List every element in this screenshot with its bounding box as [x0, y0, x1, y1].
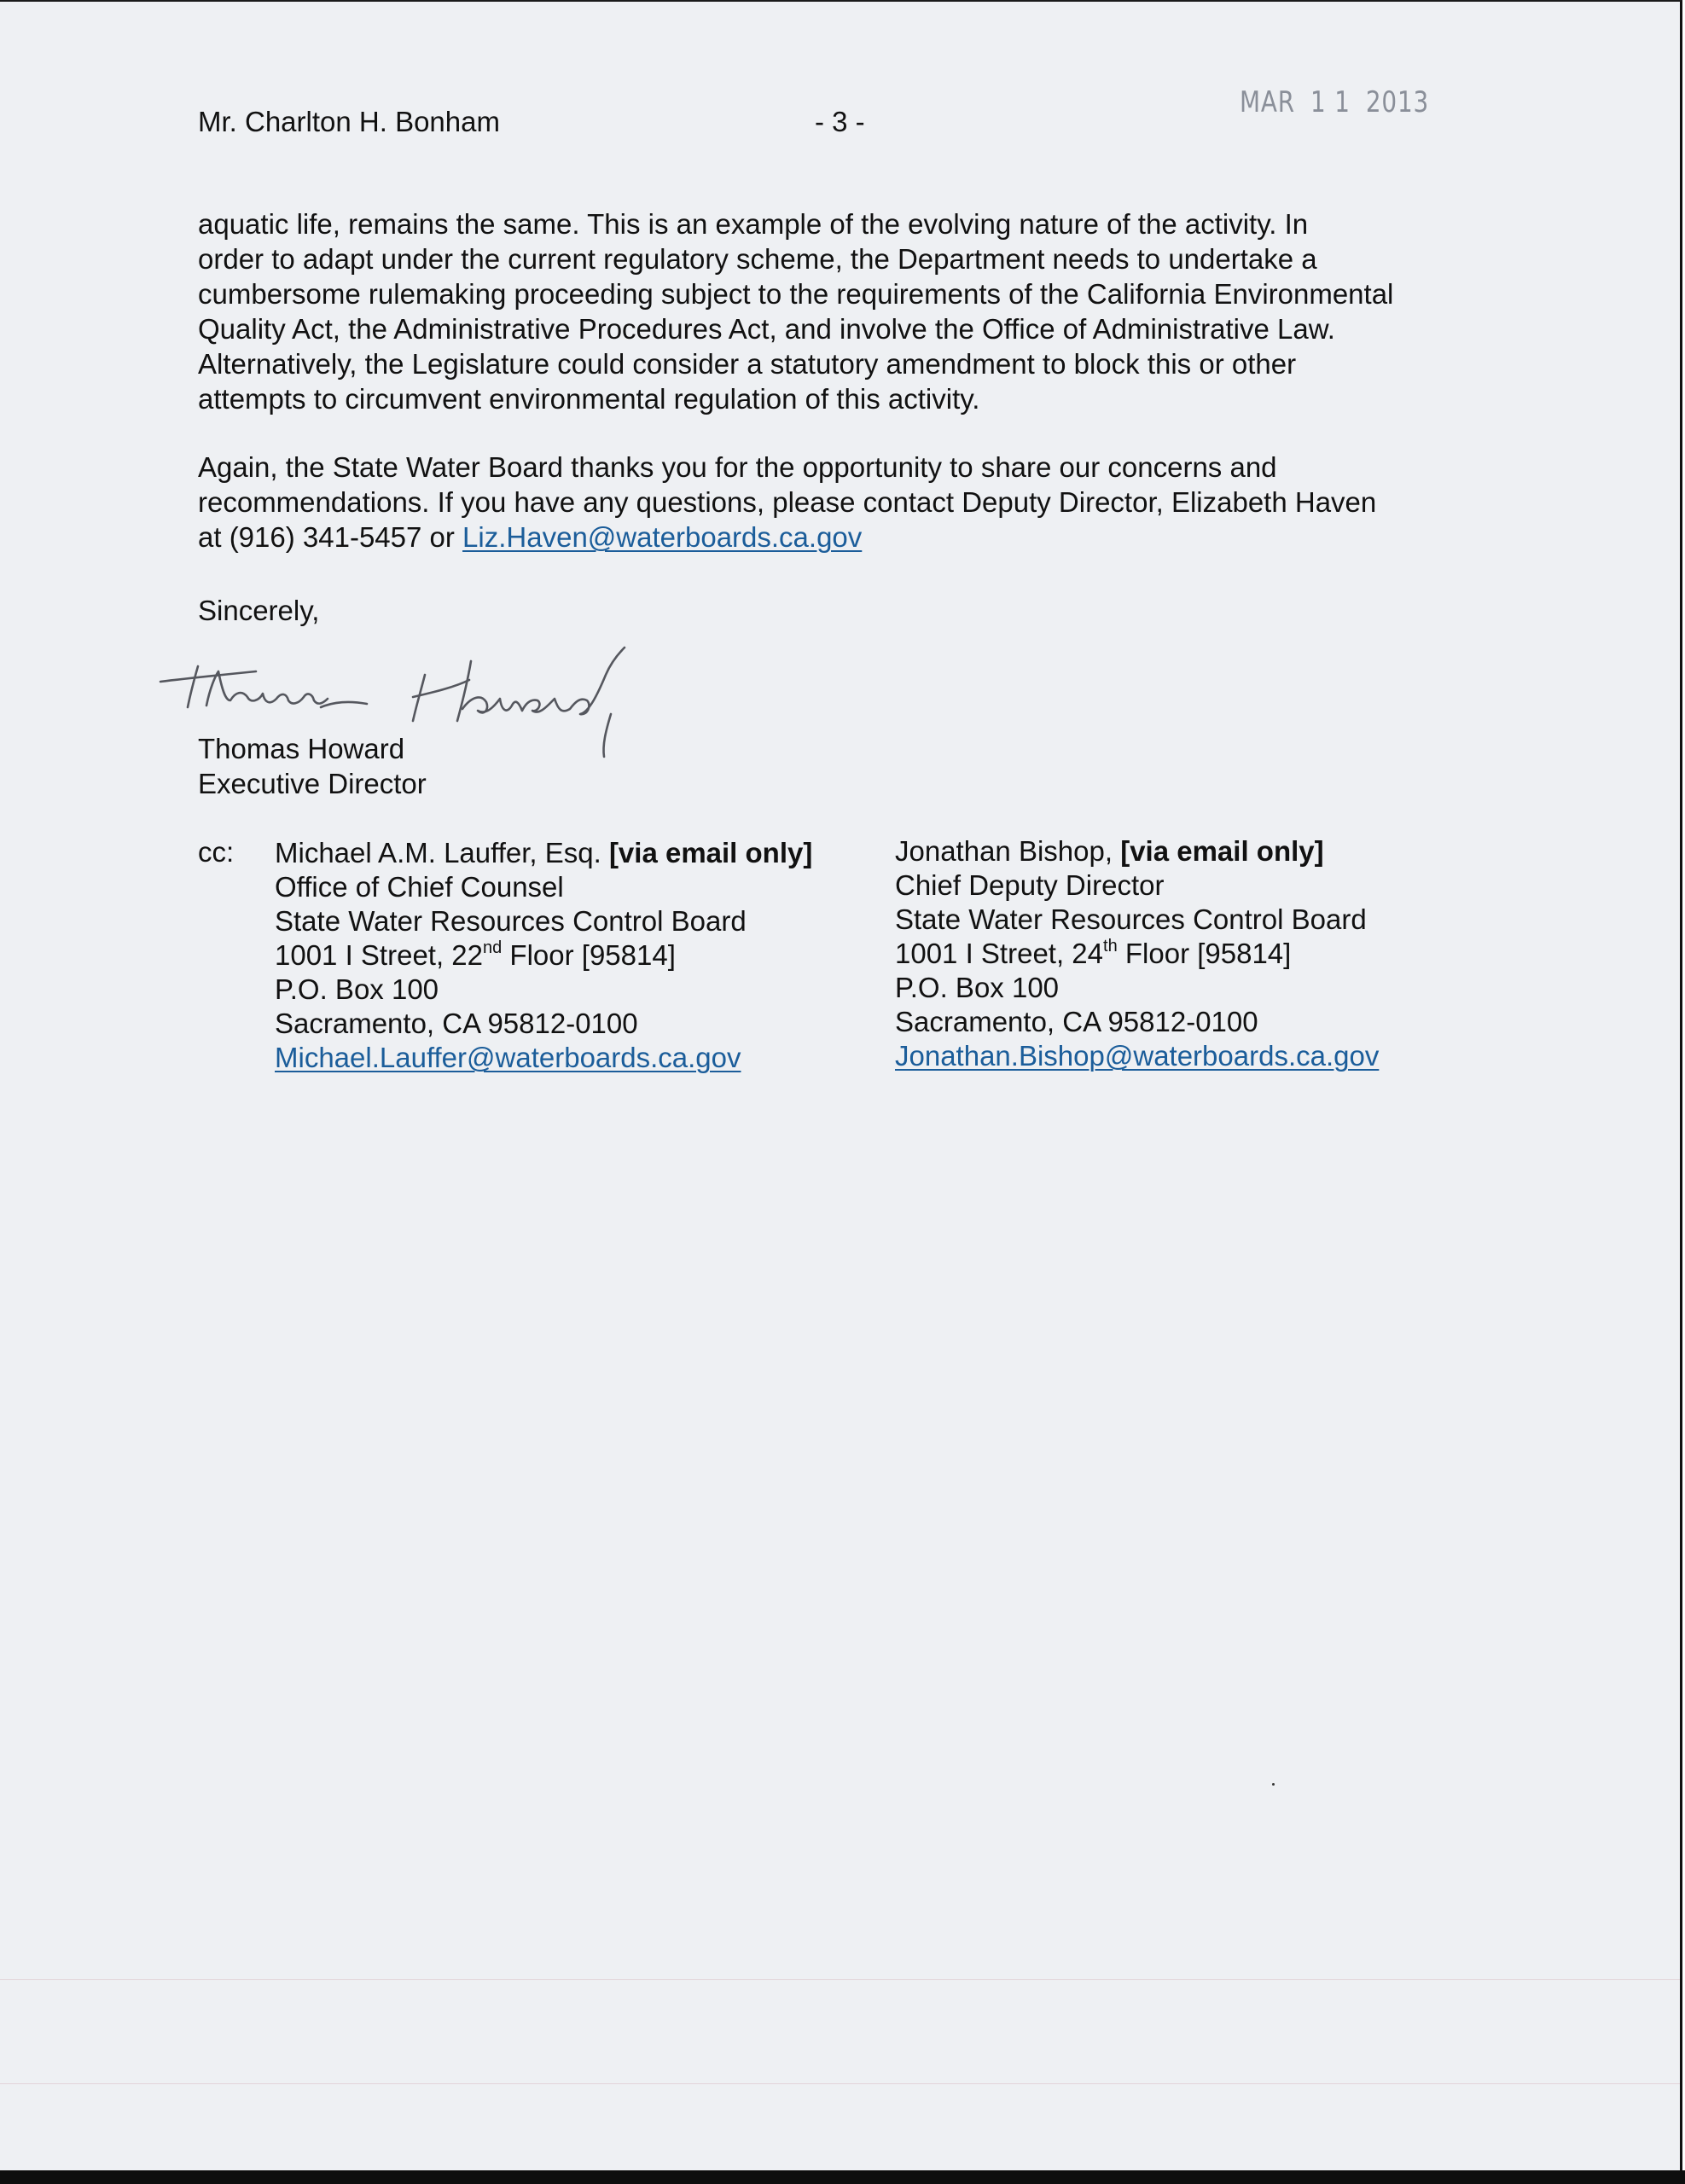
faint-rule [0, 1979, 1682, 1980]
cc-note: [via email only] [608, 837, 813, 868]
cc-note: [via email only] [1120, 835, 1324, 867]
received-date-stamp [1240, 85, 1429, 119]
cc-office: Chief Deputy Director [895, 869, 1165, 901]
signer-name: Thomas Howard [198, 733, 405, 764]
cc-po-box: P.O. Box 100 [895, 972, 1060, 1003]
cc-street-prefix: 1001 I Street, 22 [275, 939, 484, 971]
scan-bottom-edge [0, 2170, 1685, 2184]
paragraph-line: order to adapt under the current regulatory scheme, the Department needs to undertake a [198, 243, 1317, 275]
cc-city: Sacramento, CA 95812-0100 [275, 1008, 638, 1039]
paragraph-line: attempts to circumvent environmental regulation of this activity. [198, 383, 980, 415]
header-recipient: Mr. Charlton H. Bonham [198, 106, 500, 137]
body-paragraph-1 [198, 206, 1529, 416]
cc-name: Michael A.M. Lauffer, Esq. [275, 837, 609, 868]
faint-rule [0, 2083, 1682, 2084]
cc-label: cc: [198, 836, 235, 868]
body-paragraph-2 [198, 450, 1529, 555]
cc-street [275, 938, 812, 973]
cc-name-line [895, 834, 1379, 868]
cc-street-prefix: 1001 I Street, 24 [895, 938, 1104, 969]
cc-org: State Water Resources Control Board [895, 903, 1367, 935]
cc-street-ordinal: th [1103, 937, 1118, 956]
cc-name-line [275, 836, 812, 870]
paragraph-line: Alternatively, the Legislature could consider a statutory amendment to block this or other [198, 348, 1297, 380]
email-link-michael-lauffer[interactable]: Michael.Lauffer@waterboards.ca.gov [275, 1042, 741, 1073]
paragraph-line: aquatic life, remains the same. This is an example of the evolving nature of the activity. In [198, 208, 1309, 240]
email-link-liz-haven[interactable]: Liz.Haven@waterboards.ca.gov [462, 521, 863, 553]
cc-office: Office of Chief Counsel [275, 871, 564, 903]
email-link-jonathan-bishop[interactable]: Jonathan.Bishop@waterboards.ca.gov [895, 1040, 1380, 1072]
cc-street-ordinal: nd [483, 938, 503, 957]
cc-street [895, 937, 1379, 971]
scan-speck [1272, 1783, 1275, 1786]
signer-title: Executive Director [198, 768, 427, 799]
paragraph-line: recommendations. If you have any questions, please contact Deputy Director, Elizabeth Haven [198, 486, 1377, 518]
cc-street-suffix: Floor [95814] [502, 939, 676, 971]
cc-po-box: P.O. Box 100 [275, 973, 439, 1005]
closing-salutation: Sincerely, [198, 595, 320, 626]
paragraph-line [198, 520, 1529, 555]
cc-city: Sacramento, CA 95812-0100 [895, 1006, 1258, 1037]
paragraph-line: Quality Act, the Administrative Procedures Act, and involve the Office of Administrative Law. [198, 313, 1335, 345]
paragraph-line: cumbersome rulemaking proceeding subject to the requirements of the California Environmental [198, 278, 1394, 310]
stamp-year: 2013 [1365, 85, 1430, 119]
cc-recipient [275, 836, 812, 1075]
cc-recipient [895, 834, 1379, 1073]
signer-block [198, 731, 427, 801]
cc-email-line [275, 1041, 812, 1075]
cc-name: Jonathan Bishop, [895, 835, 1121, 867]
cc-org: State Water Resources Control Board [275, 905, 747, 937]
paragraph-line: Again, the State Water Board thanks you for the opportunity to share our concerns and [198, 451, 1277, 483]
cc-email-line [895, 1039, 1379, 1073]
cc-street-suffix: Floor [95814] [1117, 938, 1292, 969]
stamp-month: MAR [1240, 85, 1295, 119]
stamp-day: 1 1 [1310, 85, 1351, 119]
contact-phone-text: at (916) 341-5457 or [198, 521, 463, 553]
page-number: - 3 - [815, 106, 865, 137]
